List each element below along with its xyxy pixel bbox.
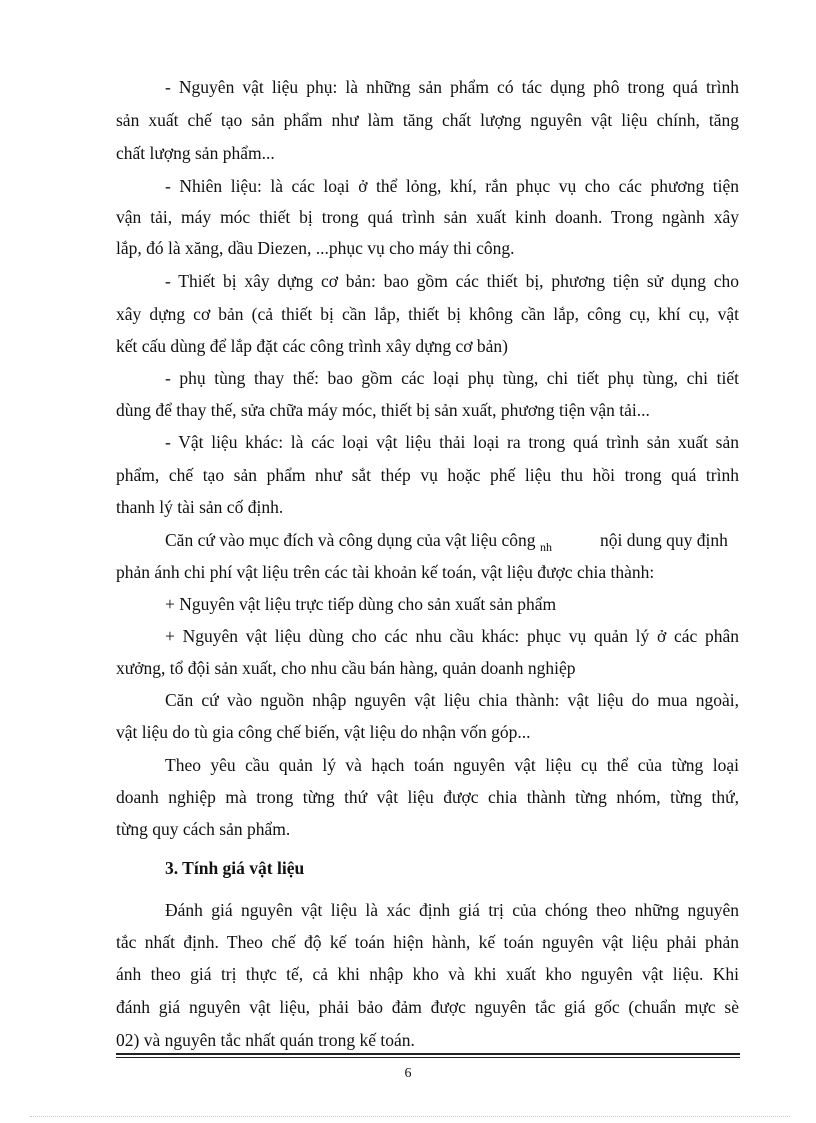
paragraph-line: Theo yêu cầu quản lý và hạch toán nguyên vật liệu cụ thể của từng loại — [165, 755, 739, 775]
paragraph-line: tắc nhất định. Theo chế độ kế toán hiện hành, kế toán nguyên vật liệu phải phản — [116, 932, 739, 952]
paragraph-line: - Nhiên liệu: là các loại ở thể lỏng, khí, rắn phục vụ cho các phương tiện — [165, 176, 739, 196]
paragraph-line: - phụ tùng thay thế: bao gồm các loại phụ tùng, chi tiết phụ tùng, chi tiết — [165, 368, 739, 388]
paragraph-line: chất lượng sản phẩm... — [116, 143, 275, 163]
paragraph-line: xây dựng cơ bản (cả thiết bị cần lắp, thiết bị không cần lắp, công cụ, khí cụ, vật — [116, 304, 739, 324]
paragraph-line: từng quy cách sản phẩm. — [116, 819, 291, 839]
paragraph-line: - Thiết bị xây dựng cơ bản: bao gồm các thiết bị, phương tiện sử dụng cho — [165, 271, 739, 291]
paragraph-line — [165, 529, 552, 553]
paragraph-line: - Vật liệu khác: là các loại vật liệu thải loại ra trong quá trình sản xuất sản — [165, 432, 739, 452]
paragraph-line: + Nguyên vật liệu trực tiếp dùng cho sản xuất sản phẩm — [165, 594, 557, 614]
paragraph-line: 02) và nguyên tắc nhất quán trong kế toán. — [116, 1030, 415, 1050]
paragraph-line: xưởng, tổ đội sản xuất, cho nhu cầu bán hàng, quản doanh nghiệp — [116, 658, 576, 678]
paragraph-line: Căn cứ vào nguồn nhập nguyên vật liệu chia thành: vật liệu do mua ngoài, — [165, 690, 739, 710]
paragraph-line: sản xuất chế tạo sản phẩm như làm tăng chất lượng nguyên vật liệu chính, tăng — [116, 110, 739, 130]
paragraph-line: thanh lý tài sản cố định. — [116, 497, 284, 517]
paragraph-line: Đánh giá nguyên vật liệu là xác định giá trị của chóng theo những nguyên — [165, 900, 739, 920]
paragraph-line: đánh giá nguyên vật liệu, phải bảo đảm được nguyên tắc giá gốc (chuẩn mực sè — [116, 997, 739, 1017]
footer-rule-thin — [116, 1057, 740, 1058]
section-heading: 3. Tính giá vật liệu — [165, 858, 305, 878]
paragraph-line: lắp, đó là xăng, dầu Diezen, ...phục vụ cho máy thi công. — [116, 238, 515, 258]
paragraph-line: phản ánh chi phí vật liệu trên các tài khoản kế toán, vật liệu được chia thành: — [116, 562, 655, 582]
paragraph-line: kết cấu dùng để lắp đặt các công trình xây dựng cơ bản) — [116, 336, 508, 356]
text-segment: Căn cứ vào mục đích và công dụng của vật liệu công — [165, 530, 536, 550]
paragraph-line: phẩm, chế tạo sản phẩm như sắt thép vụ hoặc phế liệu thu hồi trong quá trình — [116, 465, 739, 485]
paragraph-line: dùng để thay thế, sửa chữa máy móc, thiết bị sản xuất, phương tiện vận tải... — [116, 400, 650, 420]
paragraph-line: doanh nghiệp mà trong từng thứ vật liệu được chia thành từng nhóm, từng thứ, — [116, 787, 739, 807]
page-number: 6 — [404, 1066, 412, 1081]
paragraph-line: vận tải, máy móc thiết bị trong quá trình sản xuất kinh doanh. Trong ngành xây — [116, 207, 739, 227]
paragraph-line: nội dung quy định — [600, 530, 728, 550]
footer-rule-thick — [116, 1053, 740, 1055]
paragraph-line: vật liệu do tù gia công chế biến, vật liệu do nhận vốn góp... — [116, 722, 531, 742]
paragraph-line: - Nguyên vật liệu phụ: là những sản phẩm có tác dụng phô trong quá trình — [165, 77, 739, 97]
paragraph-line: ánh theo giá trị thực tế, cả khi nhập kho và khi xuất kho nguyên vật liệu. Khi — [116, 964, 739, 984]
page-edge-divider — [30, 1116, 790, 1118]
paragraph-line: + Nguyên vật liệu dùng cho các nhu cầu khác: phục vụ quản lý ở các phân — [165, 626, 739, 646]
subscript-text: nh — [539, 540, 552, 554]
